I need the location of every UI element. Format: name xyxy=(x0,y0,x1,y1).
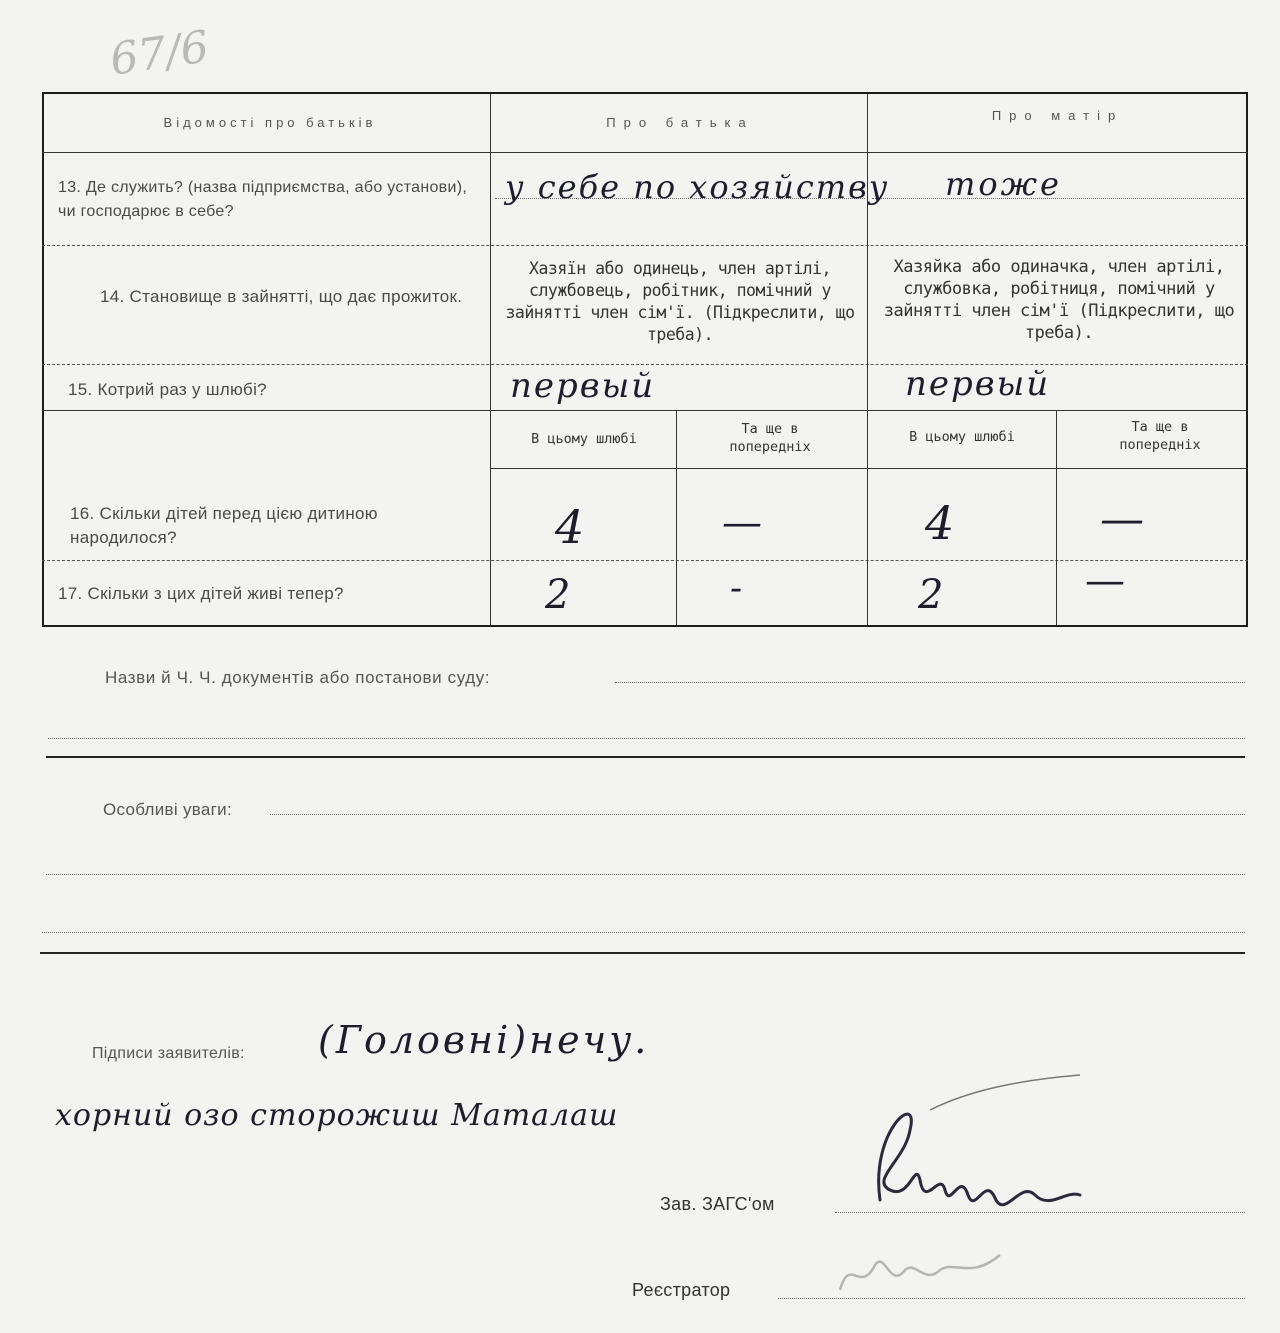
row16-divider xyxy=(42,560,1248,561)
documents-rule xyxy=(46,756,1245,758)
documents-line-1 xyxy=(615,682,1245,683)
row17-mother-previous: — xyxy=(1085,558,1125,604)
head-zags-label: Зав. ЗАГС'ом xyxy=(660,1194,775,1214)
documents-label: Назви й Ч. Ч. документів або постанови суду: xyxy=(105,668,491,687)
notes-line-3 xyxy=(42,932,1245,933)
row17-label: 17. Скільки з цих дітей живі тепер? xyxy=(58,584,344,603)
archive-number-mark: 67/6 xyxy=(106,21,212,86)
row17-mother-this: 2 xyxy=(918,572,944,618)
subheader-mother-this: В цьому шлюбі xyxy=(909,429,1015,445)
row13-divider xyxy=(42,245,1248,246)
notes-label: Особливі уваги: xyxy=(103,800,233,819)
subheader-divider xyxy=(490,468,1248,469)
row13-mother-value: тоже xyxy=(945,165,1062,203)
mother-subcolumn-border xyxy=(1056,410,1057,625)
row17-father-previous: - xyxy=(730,568,743,609)
row13-father-value: у себе по хозяйству xyxy=(505,168,890,206)
applicants-signature-label: Підписи заявителів: xyxy=(92,1045,245,1062)
info-column-border xyxy=(490,94,491,625)
row15-father-value: первый xyxy=(510,366,656,406)
row16-label: 16. Скільки дітей перед цією дитиною народилося? xyxy=(70,504,378,547)
subheader-father-this: В цьому шлюбі xyxy=(531,431,637,447)
row13-label: 13. Де служить? (назва підприємства, або установи), чи господарює в себе? xyxy=(58,179,468,220)
row16-mother-this: 4 xyxy=(925,496,955,550)
subheader-mother-previous: Та ще в попередніх xyxy=(1119,419,1201,453)
notes-rule xyxy=(40,952,1245,954)
head-signature-icon xyxy=(850,1070,1110,1250)
notes-line-2 xyxy=(46,874,1245,875)
row14-divider xyxy=(42,364,1248,365)
header-divider xyxy=(42,152,1248,153)
row14-mother-options: Хазяйка або одиначка, член артілі, службовка, робітниця, помічний у зайнятті член сім'ї (Підкреслити, що треба). xyxy=(883,257,1235,343)
applicants-signature-line1: (Головні)нечу. xyxy=(318,1018,650,1062)
row16-mother-previous: — xyxy=(1100,494,1144,545)
row14-label: 14. Становище в зайнятті, що дає прожиток. xyxy=(100,287,463,306)
father-subcolumn-border xyxy=(676,410,677,625)
notes-line-1 xyxy=(270,814,1245,815)
row16-father-previous: — xyxy=(722,500,762,546)
header-father: Про батька xyxy=(606,115,754,130)
subheader-father-previous: Та ще в попередніх xyxy=(729,421,811,455)
row15-mother-value: первый xyxy=(905,364,1051,404)
row15-divider xyxy=(42,410,1248,411)
row16-father-this: 4 xyxy=(555,500,585,554)
registrar-stamp-signature-icon xyxy=(830,1235,1030,1305)
header-info: Відомості про батьків xyxy=(163,115,377,130)
registrar-label: Реєстратор xyxy=(632,1280,731,1300)
row14-father-options: Хазяїн або одинець, член артілі, службовець, робітник, помічний у зайнятті член сім'ї. (Підкреслити, що треба). xyxy=(505,259,855,344)
row17-father-this: 2 xyxy=(545,572,571,618)
header-mother: Про матір xyxy=(991,108,1124,123)
applicants-signature-line2: хорний озо сторожиш Маталаш xyxy=(55,1098,619,1133)
documents-line-2 xyxy=(48,738,1245,739)
row15-label: 15. Котрий раз у шлюбі? xyxy=(68,380,267,399)
